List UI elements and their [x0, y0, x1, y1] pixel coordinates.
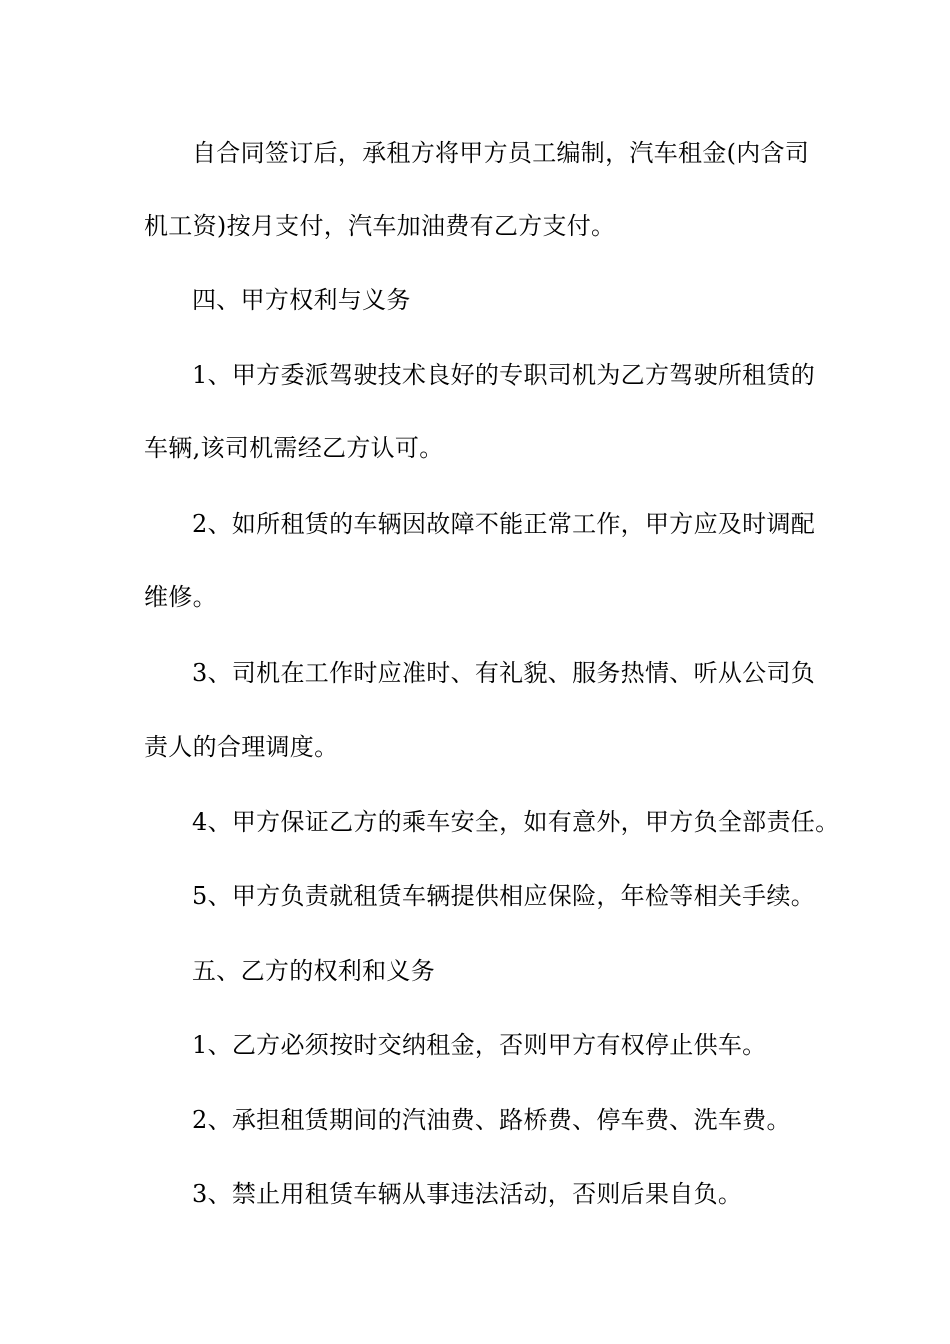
- paragraph-line: 3、司机在工作时应准时、有礼貌、服务热情、听从公司负: [192, 659, 816, 687]
- paragraph-line: 1、甲方委派驾驶技术良好的专职司机为乙方驾驶所租赁的: [192, 361, 816, 389]
- paragraph-line: 责人的合理调度。: [144, 733, 339, 761]
- paragraph-line: 1、乙方必须按时交纳租金，否则甲方有权停止供车。: [192, 1031, 767, 1059]
- paragraph-line: 4、甲方保证乙方的乘车安全，如有意外，甲方负全部责任。: [192, 808, 840, 836]
- paragraph-line: 3、禁止用租赁车辆从事违法活动，否则后果自负。: [192, 1180, 743, 1208]
- paragraph-line: 2、承担租赁期间的汽油费、路桥费、停车费、洗车费。: [192, 1106, 791, 1134]
- paragraph-line: 2、如所租赁的车辆因故障不能正常工作，甲方应及时调配: [192, 510, 816, 538]
- paragraph-line: 机工资)按月支付，汽车加油费有乙方支付。: [144, 212, 616, 240]
- section-heading: 四、甲方权利与义务: [192, 286, 411, 314]
- paragraph-line: 自合同签订后，承租方将甲方员工编制，汽车租金(内含司: [192, 139, 810, 167]
- paragraph-line: 维修。: [144, 583, 217, 611]
- paragraph-line: 5、甲方负责就租赁车辆提供相应保险，年检等相关手续。: [192, 882, 816, 910]
- section-heading: 五、乙方的权利和义务: [192, 957, 435, 985]
- paragraph-line: 车辆,该司机需经乙方认可。: [144, 434, 444, 462]
